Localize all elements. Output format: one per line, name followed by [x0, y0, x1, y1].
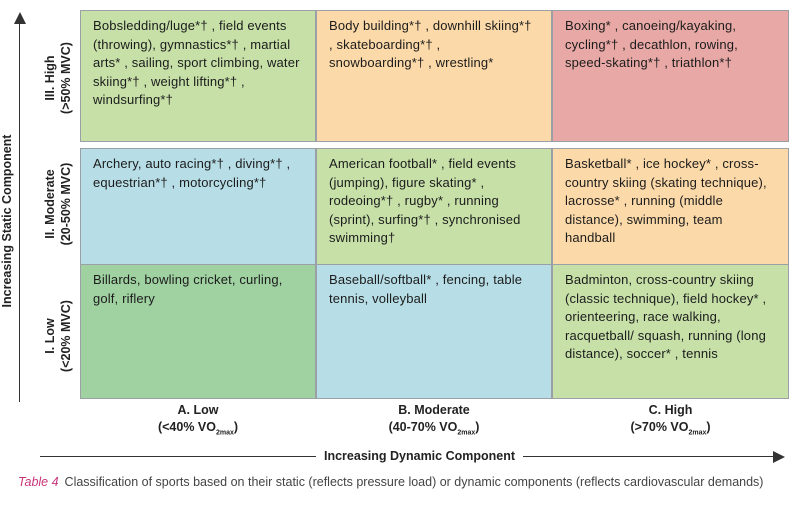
- x-axis-arrow-icon: [773, 451, 785, 463]
- cell-high-static-moderate-dynamic: Body building*† , downhill skiing*† , skateboarding*† , snowboarding*† , wrestling*: [316, 10, 552, 142]
- col-label-high: [552, 402, 789, 442]
- col-label-low-title: A. Low: [177, 403, 219, 417]
- cell-low-static-high-dynamic: Badminton, cross-country skiing (classic technique), field hockey* , orienteering, race walking, racquetball/ squash, running (long distance), soccer* , tennis: [552, 264, 789, 399]
- cell-low-static-moderate-dynamic: Baseball/softball* , fencing, table tennis, volleyball: [316, 264, 552, 399]
- cell-moderate-static-moderate-dynamic: American football* , field events (jumping), figure skating* , rodeoing*† , rugby* , running (sprint), surfing*† , synchronised swimming†: [316, 148, 552, 268]
- x-axis-title: Increasing Dynamic Component: [316, 447, 523, 465]
- cell-moderate-static-low-dynamic: Archery, auto racing*† , diving*† , equestrian*† , motorcycling*†: [80, 148, 316, 268]
- row-label-moderate: [42, 134, 74, 274]
- y-axis-arrow-icon: [14, 12, 26, 24]
- row-label-low-title: I. Low: [43, 318, 57, 354]
- cell-high-static-high-dynamic: Boxing* , canoeing/kayaking, cycling*† , decathlon, rowing, speed-skating*† , triathlon*†: [552, 10, 789, 142]
- col-label-high-title: C. High: [648, 403, 693, 417]
- row-label-high: [42, 8, 74, 148]
- cell-moderate-static-high-dynamic: Basketball* , ice hockey* , cross-country skiing (skating technique), lacrosse* , running (middle distance), swimming, team handball: [552, 148, 789, 268]
- y-axis: [2, 8, 36, 428]
- cell-high-static-low-dynamic: Bobsledding/luge*† , field events (throwing), gymnastics*† , martial arts* , sailing, sport climbing, water skiing*† , weight lifting*† , windsurfing*†: [80, 10, 316, 142]
- row-label-high-sub: (>50% MVC): [59, 42, 73, 114]
- col-label-moderate-title: B. Moderate: [398, 403, 470, 417]
- col-label-low-sub: (<40% $VO_{2max}$): [157, 420, 239, 437]
- row-label-high-title: III. High: [43, 55, 57, 101]
- y-axis-title: Increasing Static Component: [0, 41, 14, 401]
- row-label-moderate-title: II. Moderate: [43, 169, 57, 239]
- row-label-low: [42, 266, 74, 406]
- y-axis-line: [19, 22, 20, 402]
- caption-text: Classification of sports based on their static (reflects pressure load) or dynamic components (reflects cardiovascular demands): [64, 475, 764, 489]
- row-label-moderate-sub: (20-50% MVC): [59, 162, 73, 246]
- col-label-moderate-sub: (40-70% $VO_{2max}$): [388, 420, 480, 437]
- table-caption: [18, 474, 788, 491]
- row-label-low-sub: (<20% MVC): [59, 300, 73, 372]
- caption-tag: Table 4: [18, 475, 59, 489]
- col-label-low: [80, 402, 316, 442]
- cell-low-static-low-dynamic: Billards, bowling cricket, curling, golf, riflery: [80, 264, 316, 399]
- col-label-high-sub: (>70% $VO_{2max}$): [630, 420, 711, 437]
- col-label-moderate: [316, 402, 552, 442]
